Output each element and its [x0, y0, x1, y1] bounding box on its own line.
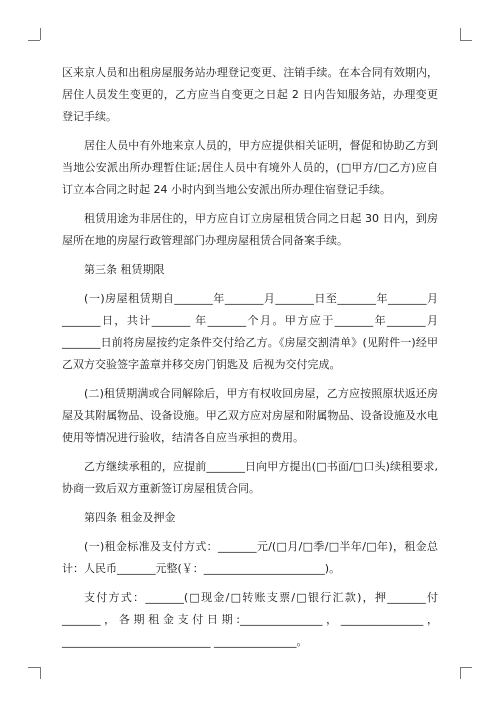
paragraph-registration-change: 区来京人员和出租房屋服务站办理登记变更、注销手续。在本合同有效期内，居住人员发生变更的，乙方应当自变更之日起 2 日内告知服务站，办理变更登记手续。: [62, 66, 438, 123]
crop-mark-top-left-h: [28, 40, 40, 41]
crop-mark-top-left-v: [40, 28, 41, 40]
paragraph-lease-period: (一)房屋租赁期自_______年_______月_______日至_______年_______月_______日，共计_______ 年_______个月。甲方应于_______年_______月_______日前将房屋按约定条件交付给乙方。《房屋交割清单》(见附件一)经甲乙双方交验签字盖章并移交房门钥匙及 后视为交付完成。: [62, 292, 438, 371]
paragraph-payment-method: 支付方式：_______(□现金/□转账支票/□银行汇款)，押_______付_______，各期租金支付日期:_______________，_______________，___________________________ _______________。: [62, 591, 438, 648]
paragraph-non-residential-filing: 租赁用途为非居住的，甲方应自订立房屋租赁合同之日起 30 日内，到房屋所在地的房屋行政管理部门办理房屋租赁合同备案手续。: [62, 212, 438, 247]
crop-mark-bottom-right-h: [460, 667, 472, 668]
paragraph-residence-permit: 居住人员中有外地来京人员的，甲方应提供相关证明，督促和协助乙方到当地公安派出所办理暂住证;居住人员中有境外人员的，(□甲方/□乙方)应自订立本合同之时起 24 小时内到当地公安派出所办理住宿登记手续。: [62, 139, 438, 196]
crop-mark-bottom-left-h: [28, 667, 40, 668]
crop-mark-bottom-left-v: [40, 667, 41, 679]
crop-mark-top-right-v: [460, 28, 461, 40]
section-heading-lease-term: 第三条 租赁期限: [84, 263, 165, 276]
crop-mark-top-right-h: [460, 40, 472, 41]
document-body: [62, 62, 438, 660]
paragraph-lease-expiry: (二)租赁期满或合同解除后，甲方有权收回房屋，乙方应按照原状返还房屋及其附属物品、设备设施。甲乙双方应对房屋和附属物品、设备设施及水电使用等情况进行验收，结清各自应当承担的费用。: [62, 387, 438, 444]
crop-mark-bottom-right-v: [460, 667, 461, 679]
section-heading-rent-deposit: 第四条 租金及押金: [84, 511, 176, 524]
paragraph-lease-renewal: 乙方继续承租的，应提前_______日向甲方提出(□书面/□口头)续租要求,协商一致后双方重新签订房屋租赁合同。: [62, 460, 438, 495]
paragraph-rent-standard: (一)租金标准及支付方式：_______元/(□月/□季/□半年/□年)，租金总计：人民币_______元整(￥：______________________)。: [62, 540, 438, 575]
